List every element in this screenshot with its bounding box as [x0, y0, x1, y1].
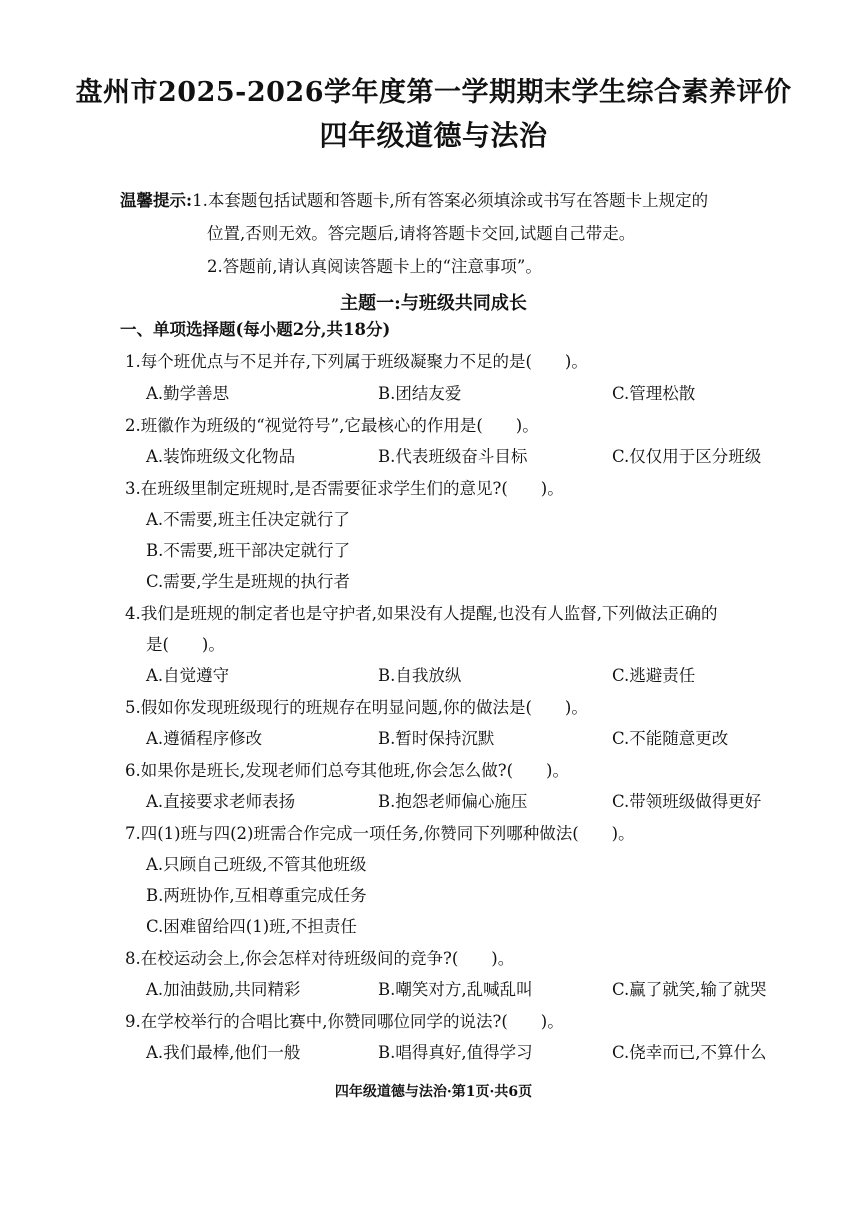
option-b: B.抱怨老师偏心施压	[378, 792, 528, 811]
question-stem: 3.在班级里制定班规时,是否需要征求学生们的意见?( )。	[125, 479, 564, 498]
option-a: A.只顾自己班级,不管其他班级	[146, 855, 367, 874]
option-c: C.不能随意更改	[612, 729, 729, 748]
exam-subject: 四年级道德与法治	[319, 119, 548, 152]
question-stem: 2.班徽作为班级的“视觉符号”,它最核心的作用是( )。	[125, 416, 539, 435]
option-c: C.困难留给四(1)班,不担责任	[146, 917, 357, 936]
notice-item-1: 1.本套题包括试题和答题卡,所有答案必须填涂或书写在答题卡上规定的	[192, 191, 709, 210]
option-b: B.两班协作,互相尊重完成任务	[146, 886, 367, 905]
page-footer: 四年级道德与法治·第1页·共6页	[334, 1084, 533, 1100]
option-a: A.直接要求老师表扬	[146, 792, 296, 811]
exam-title: 盘州市2025-2026学年度第一学期期末学生综合素养评价	[75, 77, 792, 108]
question-stem: 5.假如你发现班级现行的班规存在明显问题,你的做法是( )。	[125, 698, 588, 717]
option-b: B.代表班级奋斗目标	[378, 447, 528, 466]
section-title: 一、单项选择题(每小题2分,共18分)	[120, 320, 391, 339]
option-b: B.嘲笑对方,乱喊乱叫	[378, 980, 533, 999]
option-c: C.需要,学生是班规的执行者	[146, 572, 351, 591]
question-stem: 9.在学校举行的合唱比赛中,你赞同哪位同学的说法?( )。	[125, 1012, 564, 1031]
theme-title: 主题一:与班级共同成长	[340, 293, 527, 314]
option-c: C.带领班级做得更好	[612, 792, 762, 811]
option-c: C.侥幸而已,不算什么	[612, 1043, 767, 1062]
notice-item-2: 2.答题前,请认真阅读答题卡上的“注意事项”。	[207, 257, 542, 276]
option-a: A.不需要,班主任决定就行了	[146, 510, 350, 529]
option-b: B.不需要,班干部决定就行了	[146, 541, 351, 560]
option-b: B.自我放纵	[378, 666, 462, 685]
option-a: A.我们最棒,他们一般	[146, 1043, 301, 1062]
option-c: C.赢了就笑,输了就哭	[612, 980, 767, 999]
option-c: C.仅仅用于区分班级	[612, 447, 762, 466]
option-b: B.唱得真好,值得学习	[378, 1043, 533, 1062]
option-a: A.加油鼓励,共同精彩	[146, 980, 301, 999]
notice-item-1-cont: 位置,否则无效。答完题后,请将答题卡交回,试题自己带走。	[207, 224, 636, 243]
question-stem: 8.在校运动会上,你会怎样对待班级间的竞争?( )。	[125, 949, 515, 968]
option-b: B.团结友爱	[378, 384, 462, 403]
question-stem: 4.我们是班规的制定者也是守护者,如果没有人提醒,也没有人监督,下列做法正确的	[125, 604, 718, 623]
option-a: A.装饰班级文化物品	[146, 447, 296, 466]
notice-line-1	[120, 190, 708, 212]
option-c: C.逃避责任	[612, 666, 696, 685]
option-a: A.自觉遵守	[146, 666, 230, 685]
question-stem: 1.每个班优点与不足并存,下列属于班级凝聚力不足的是( )。	[125, 352, 588, 371]
option-b: B.暂时保持沉默	[378, 729, 495, 748]
option-a: A.勤学善思	[146, 384, 230, 403]
question-stem: 7.四(1)班与四(2)班需合作完成一项任务,你赞同下列哪种做法( )。	[125, 824, 635, 843]
notice-label: 温馨提示:	[120, 191, 193, 210]
option-a: A.遵循程序修改	[146, 729, 263, 748]
question-stem-cont: 是( )。	[146, 635, 225, 654]
option-c: C.管理松散	[612, 384, 696, 403]
question-stem: 6.如果你是班长,发现老师们总夸其他班,你会怎么做?( )。	[125, 761, 569, 780]
